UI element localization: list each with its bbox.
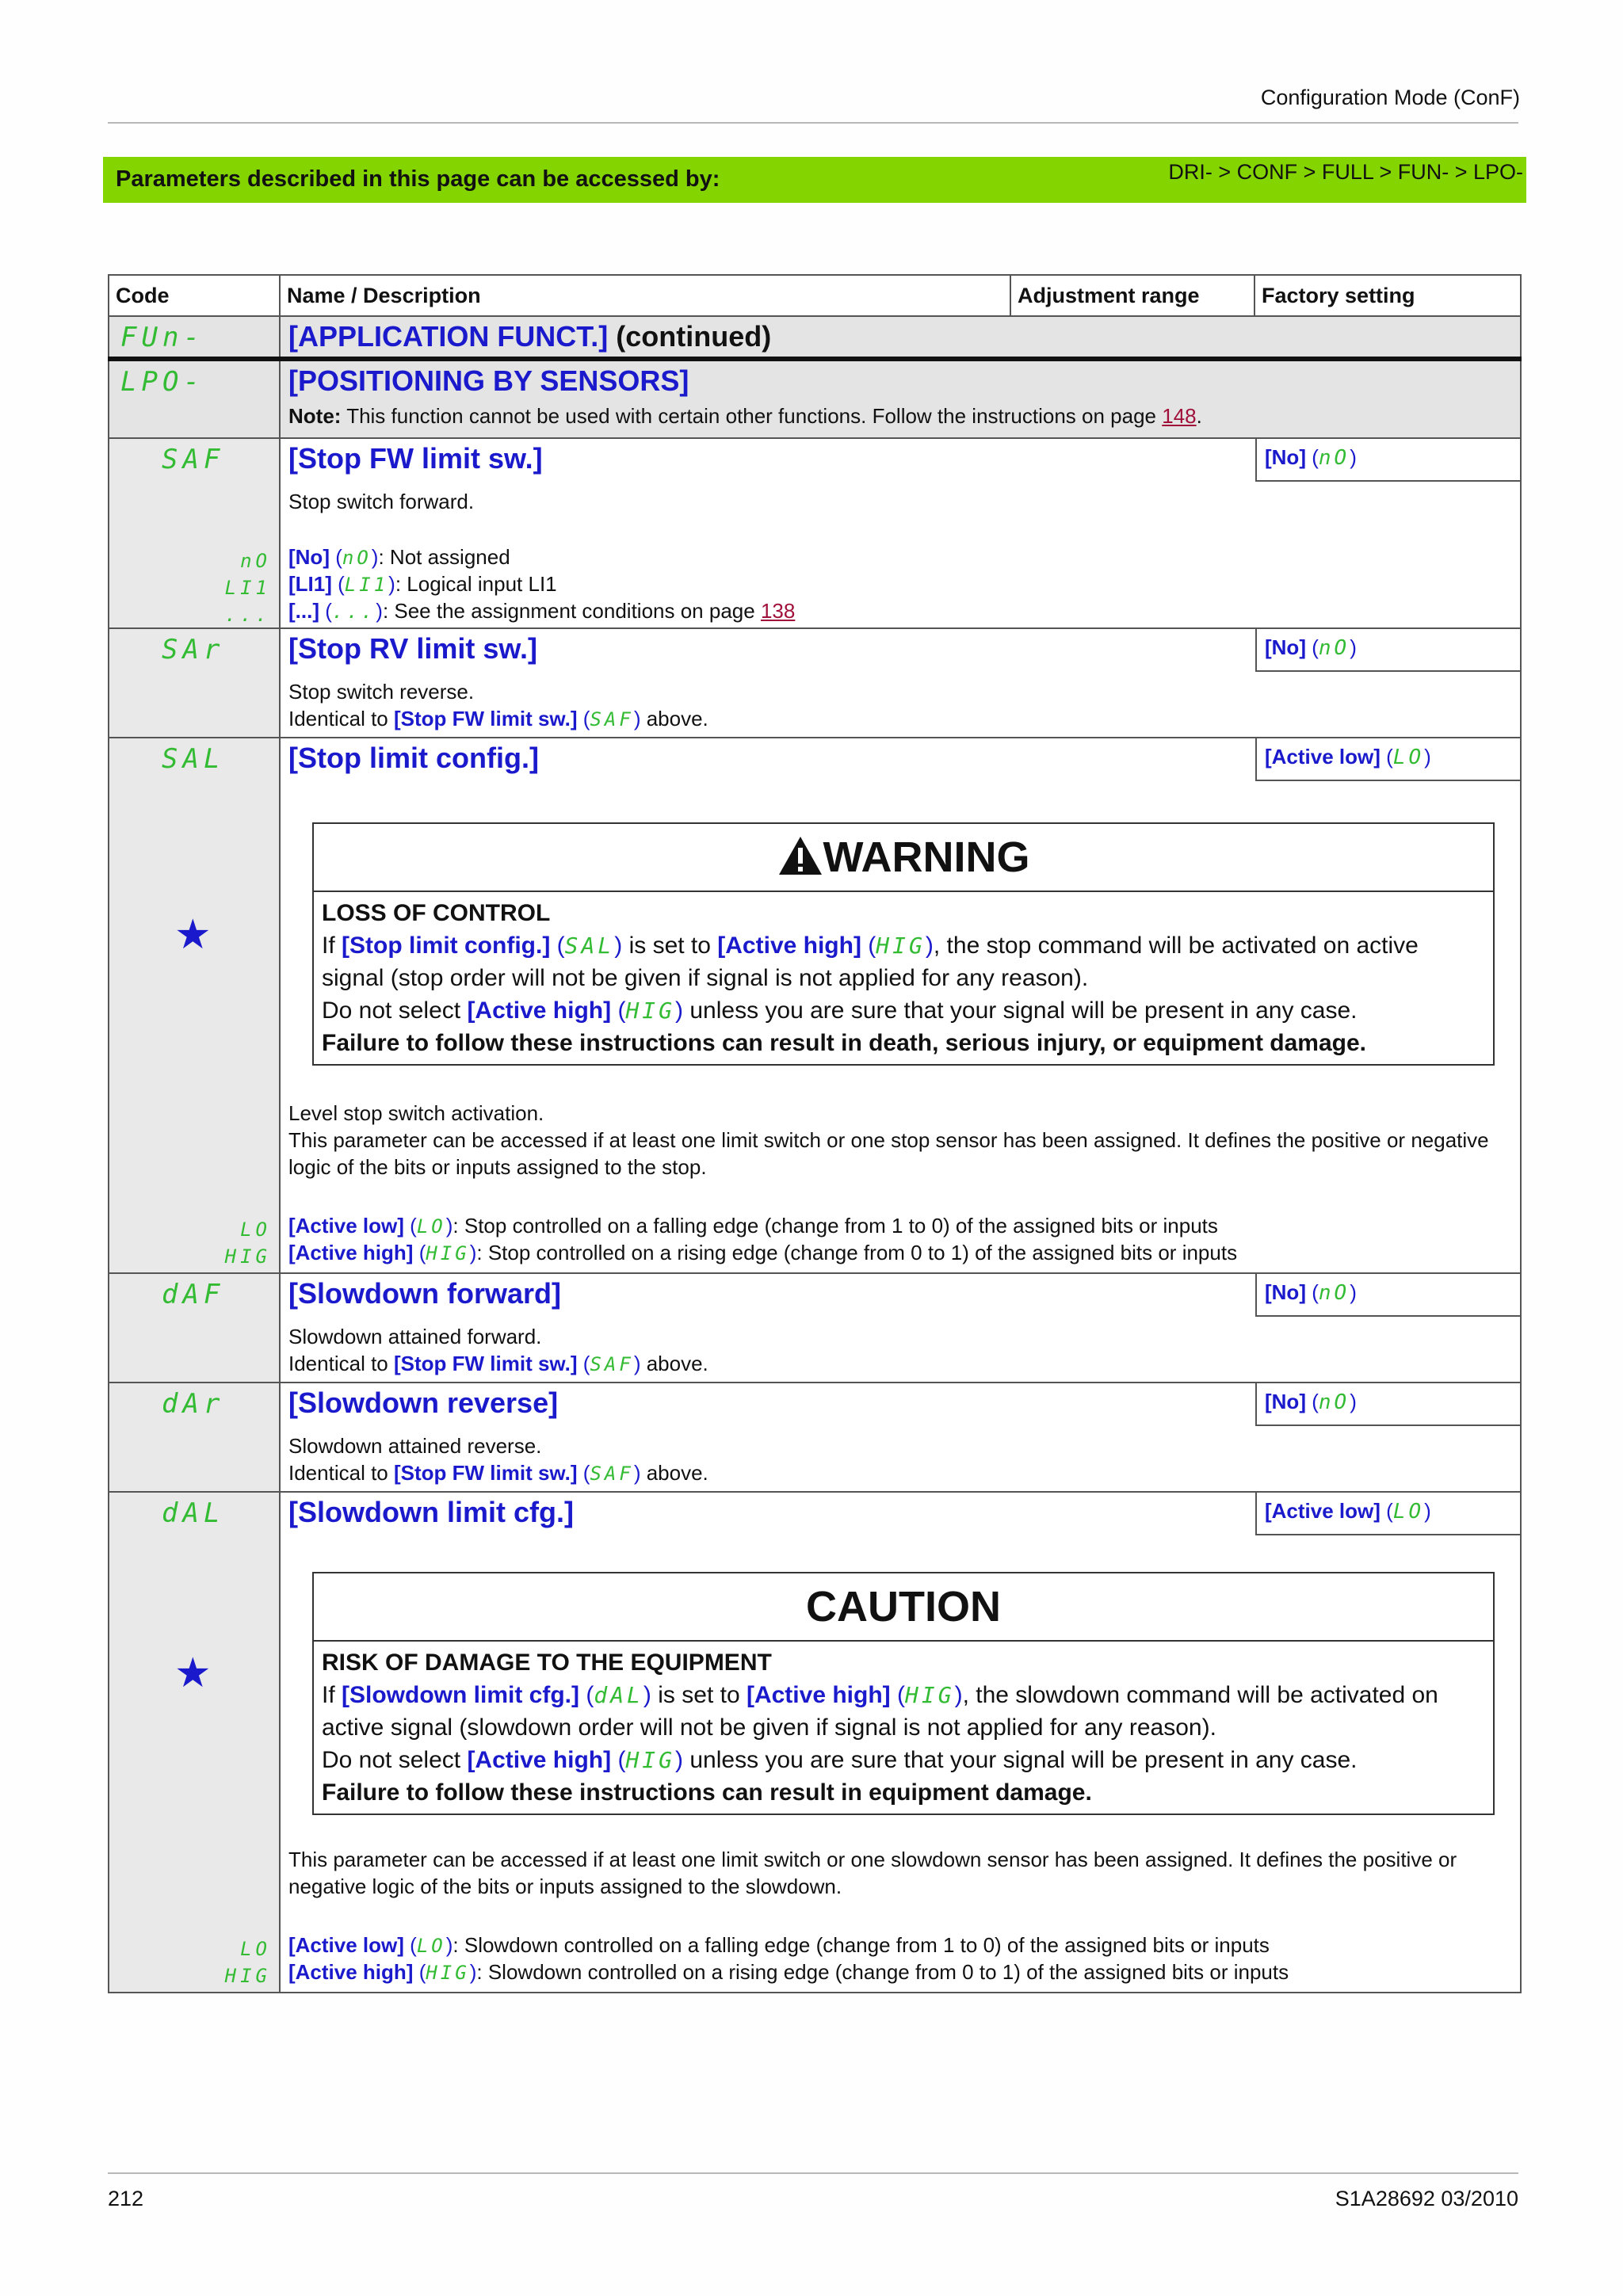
identical-prefix: Identical to bbox=[288, 1461, 394, 1485]
opt-code-inline: ... bbox=[331, 601, 376, 623]
daf-factory-code: nO bbox=[1318, 1281, 1350, 1305]
caution-subtitle: RISK OF DAMAGE TO THE EQUIPMENT bbox=[322, 1650, 772, 1676]
saf-factory-setting: [No] (nO) bbox=[1255, 437, 1522, 482]
sar-factory-name: [No] bbox=[1265, 635, 1306, 659]
access-title: Parameters described in this page can be accessed by: bbox=[116, 166, 720, 192]
warning-heading bbox=[314, 824, 1493, 892]
saf-option-li1: [LI1] (LI1): Logical input LI1 bbox=[288, 572, 557, 596]
opt-name: [No] bbox=[288, 545, 330, 569]
daf-factory-setting: [No] (nO) bbox=[1255, 1272, 1522, 1317]
code-daf: dAF bbox=[162, 1279, 225, 1310]
caution-p2: Do not select [Active high] (HIG) unless you are sure that your signal will be present in any case. bbox=[322, 1747, 1358, 1773]
identical-prefix: Identical to bbox=[288, 1352, 394, 1375]
note-label: Note: bbox=[288, 404, 342, 428]
daf-desc: Slowdown attained forward. bbox=[288, 1325, 542, 1348]
identical-code: SAF bbox=[590, 1463, 634, 1485]
c-p1-valcode: HIG bbox=[904, 1682, 955, 1708]
opt-text: : Stop controlled on a falling edge (change from 1 to 0) of the assigned bits or inputs bbox=[453, 1214, 1218, 1238]
code-cell-sal bbox=[109, 738, 280, 1273]
c-p1-name: [Slowdown limit cfg.] bbox=[342, 1682, 579, 1708]
opt-name: [Active low] bbox=[288, 1214, 404, 1238]
w-p1c: , the stop command will be activated on active signal (stop order will not be given if signal is not applied for any reason). bbox=[322, 933, 1419, 991]
warning-final: Failure to follow these instructions can result in death, serious injury, or equipment damage. bbox=[322, 1030, 1367, 1056]
c-p2-valcode: HIG bbox=[625, 1747, 676, 1773]
col-header-factory: Factory setting bbox=[1254, 275, 1521, 316]
w-p2-valcode: HIG bbox=[625, 997, 676, 1024]
code-cell-fun bbox=[109, 316, 280, 359]
table-row-fun bbox=[109, 316, 1521, 359]
note-text: This function cannot be used with certain other functions. Follow the instructions on page bbox=[341, 404, 1163, 428]
code-cell-sar bbox=[109, 628, 280, 738]
sal-factory-setting: [Active low] (LO) bbox=[1255, 737, 1522, 781]
code-cell-dal bbox=[109, 1492, 280, 1993]
c-p1a: If bbox=[322, 1682, 342, 1708]
saf-factory-name: [No] bbox=[1265, 445, 1306, 469]
identical-suffix: above. bbox=[640, 1461, 708, 1485]
note-end: . bbox=[1196, 404, 1202, 428]
sar-factory-code: nO bbox=[1318, 636, 1350, 660]
caution-p1: If [Slowdown limit cfg.] (dAL) is set to [Active high] (HIG), the slowdown command will be activated on active signal (slowdown order will not be given if signal is not applied for any reason). bbox=[322, 1682, 1438, 1741]
saf-desc: Stop switch forward. bbox=[288, 490, 475, 513]
dal-desc: This parameter can be accessed if at least one limit switch or one slowdown sensor has been assigned. It defines the positive or negative logic of the bits or inputs assigned to the slowdown. bbox=[288, 1848, 1457, 1898]
c-p1b: is set to bbox=[651, 1682, 747, 1708]
identical-name: [Stop FW limit sw.] bbox=[393, 1461, 578, 1485]
document-reference: S1A28692 03/2010 bbox=[1335, 2187, 1518, 2210]
caution-body bbox=[314, 1642, 1493, 1814]
identical-name: [Stop FW limit sw.] bbox=[393, 707, 578, 730]
code-dal: dAL bbox=[162, 1497, 225, 1529]
fun-title-cell bbox=[280, 316, 1521, 359]
footer-divider bbox=[108, 2172, 1518, 2174]
identical-suffix: above. bbox=[640, 1352, 708, 1375]
dal-option-hig: [Active high] (HIG): Slowdown controlled on a rising edge (change from 0 to 1) of the assigned bits or inputs bbox=[288, 1960, 1289, 1984]
warning-body bbox=[314, 892, 1493, 1064]
identical-suffix: above. bbox=[640, 707, 708, 730]
w-p2-val: [Active high] bbox=[467, 997, 612, 1024]
dar-factory-setting: [No] (nO) bbox=[1255, 1382, 1522, 1426]
table-row-sal bbox=[109, 738, 1521, 1273]
desc-cell-dar bbox=[280, 1383, 1521, 1492]
sal-factory-code: LO bbox=[1392, 746, 1425, 769]
table-row-saf bbox=[109, 438, 1521, 628]
w-p2a: Do not select bbox=[322, 997, 468, 1024]
dal-factory-setting: [Active low] (LO) bbox=[1255, 1491, 1522, 1535]
code-cell-dar bbox=[109, 1383, 280, 1492]
c-p2b: unless you are sure that your signal will be present in any case. bbox=[683, 1747, 1358, 1773]
caution-final: Failure to follow these instructions can result in equipment damage. bbox=[322, 1779, 1092, 1806]
code-cell-daf bbox=[109, 1273, 280, 1383]
opt-code-inline: HIG bbox=[426, 1962, 470, 1984]
sar-title: [Stop RV limit sw.] bbox=[288, 632, 538, 665]
opt-code-inline: LO bbox=[416, 1215, 446, 1238]
sar-factory-setting: [No] (nO) bbox=[1255, 627, 1522, 672]
opt-code-inline: HIG bbox=[426, 1242, 470, 1264]
parameter-table bbox=[108, 274, 1522, 1993]
desc-cell-dal bbox=[280, 1492, 1521, 1993]
sal-title: [Stop limit config.] bbox=[288, 742, 539, 774]
identical-code: SAF bbox=[590, 708, 634, 730]
dar-desc: Slowdown attained reverse. bbox=[288, 1434, 542, 1458]
code-cell-saf bbox=[109, 438, 280, 628]
saf-factory-code: nO bbox=[1318, 446, 1350, 470]
warning-triangle-icon bbox=[777, 835, 823, 876]
opt-text: : Slowdown controlled on a rising edge (change from 0 to 1) of the assigned bits or inputs bbox=[476, 1960, 1289, 1984]
opt-code-inline: LO bbox=[416, 1935, 446, 1957]
table-row-lpo bbox=[109, 359, 1521, 438]
opt-code-inline: LI1 bbox=[344, 574, 389, 596]
sar-desc: Stop switch reverse. bbox=[288, 680, 475, 704]
desc-cell-daf bbox=[280, 1273, 1521, 1383]
dar-identical: Identical to [Stop FW limit sw.] (SAF) above. bbox=[288, 1461, 708, 1485]
fun-title: [APPLICATION FUNCT.] bbox=[288, 320, 609, 353]
access-path-bar bbox=[103, 157, 1526, 203]
w-p1b: is set to bbox=[622, 933, 718, 959]
code-sal: SAL bbox=[162, 743, 225, 775]
opt-name: [Active high] bbox=[288, 1960, 414, 1984]
opt-code-li1: LI1 bbox=[224, 577, 271, 599]
opt-text: : Not assigned bbox=[378, 545, 510, 569]
w-p2b: unless you are sure that your signal will be present in any case. bbox=[683, 997, 1358, 1024]
sar-identical: Identical to [Stop FW limit sw.] (SAF) above. bbox=[288, 707, 708, 730]
opt-text: : Logical input LI1 bbox=[395, 572, 557, 596]
w-p1a: If bbox=[322, 933, 342, 959]
access-path: DRI- > CONF > FULL > FUN- > LPO- bbox=[1168, 160, 1523, 184]
dar-factory-name: [No] bbox=[1265, 1390, 1306, 1413]
caution-box bbox=[312, 1572, 1495, 1815]
opt-text: : See the assignment conditions on page bbox=[382, 599, 761, 623]
col-header-name: Name / Description bbox=[280, 275, 1010, 316]
lpo-title-cell bbox=[280, 359, 1521, 438]
code-lpo: LPO- bbox=[120, 366, 204, 398]
sal-factory-name: [Active low] bbox=[1265, 745, 1381, 769]
sal-option-hig: [Active high] (HIG): Stop controlled on a rising edge (change from 0 to 1) of the assigned bits or inputs bbox=[288, 1241, 1238, 1264]
warning-p1: If [Stop limit config.] (SAL) is set to [Active high] (HIG), the stop command will be activated on active signal (stop order will not be given if signal is not applied for any reason). bbox=[322, 933, 1419, 991]
assign-page-link[interactable]: 138 bbox=[760, 599, 796, 623]
saf-title: [Stop FW limit sw.] bbox=[288, 442, 543, 475]
w-p1-valcode: HIG bbox=[876, 933, 926, 959]
c-p2a: Do not select bbox=[322, 1747, 468, 1773]
c-p1-val: [Active high] bbox=[746, 1682, 891, 1708]
saf-option-no: [No] (nO): Not assigned bbox=[288, 545, 510, 569]
w-p1-name: [Stop limit config.] bbox=[342, 933, 551, 959]
page-number: 212 bbox=[108, 2187, 144, 2210]
dal-title: [Slowdown limit cfg.] bbox=[288, 1496, 574, 1528]
header-divider bbox=[108, 122, 1518, 124]
opt-code-inline: nO bbox=[342, 547, 372, 569]
warning-heading-text: WARNING bbox=[823, 833, 1030, 881]
daf-factory-name: [No] bbox=[1265, 1280, 1306, 1304]
c-p2-val: [Active high] bbox=[467, 1747, 612, 1773]
table-row-sar bbox=[109, 628, 1521, 738]
opt-name: [...] bbox=[288, 599, 319, 623]
opt-code-no: nO bbox=[240, 550, 271, 572]
c-p1-code: dAL bbox=[594, 1682, 643, 1708]
table-row-dar bbox=[109, 1383, 1521, 1492]
dal-factory-name: [Active low] bbox=[1265, 1499, 1381, 1523]
code-cell-lpo bbox=[109, 359, 280, 438]
code-sar: SAr bbox=[162, 634, 225, 666]
daf-title: [Slowdown forward] bbox=[288, 1277, 561, 1310]
star-icon: ★ bbox=[174, 1650, 212, 1696]
w-p1-code: SAL bbox=[564, 933, 615, 959]
warning-p2: Do not select [Active high] (HIG) unless you are sure that your signal will be present in any case. bbox=[322, 997, 1358, 1024]
dal-option-lo: [Active low] (LO): Slowdown controlled on a falling edge (change from 1 to 0) of the assigned bits or inputs bbox=[288, 1933, 1270, 1957]
warning-box bbox=[312, 822, 1495, 1066]
note-page-link[interactable]: 148 bbox=[1162, 404, 1197, 428]
lpo-note bbox=[288, 402, 1520, 429]
identical-name: [Stop FW limit sw.] bbox=[393, 1352, 578, 1375]
identical-code: SAF bbox=[590, 1353, 634, 1375]
dal-factory-code: LO bbox=[1392, 1500, 1425, 1524]
opt-code-hig: HIG bbox=[224, 1245, 271, 1268]
identical-prefix: Identical to bbox=[288, 707, 394, 730]
opt-name: [Active low] bbox=[288, 1933, 404, 1957]
w-p1-val: [Active high] bbox=[717, 933, 861, 959]
page-section-title: Configuration Mode (ConF) bbox=[1260, 86, 1520, 109]
dar-factory-code: nO bbox=[1318, 1390, 1350, 1414]
c-p1c: , the slowdown command will be activated on active signal (slowdown order will not be given if signal is not applied for any reason). bbox=[322, 1682, 1438, 1741]
desc-cell-saf bbox=[280, 438, 1521, 628]
desc-cell-sar bbox=[280, 628, 1521, 738]
opt-text: : Stop controlled on a rising edge (change from 0 to 1) of the assigned bits or inputs bbox=[476, 1241, 1238, 1264]
table-row-daf bbox=[109, 1273, 1521, 1383]
opt-text: : Slowdown controlled on a falling edge (change from 1 to 0) of the assigned bits or inputs bbox=[453, 1933, 1270, 1957]
sal-option-lo: [Active low] (LO): Stop controlled on a falling edge (change from 1 to 0) of the assigned bits or inputs bbox=[288, 1214, 1218, 1238]
code-dar: dAr bbox=[162, 1388, 225, 1420]
code-saf: SAF bbox=[162, 444, 225, 475]
opt-code-lo: LO bbox=[240, 1938, 271, 1960]
col-header-range: Adjustment range bbox=[1010, 275, 1254, 316]
col-header-code: Code bbox=[109, 275, 280, 316]
caution-heading: CAUTION bbox=[314, 1573, 1493, 1642]
table-row-dal bbox=[109, 1492, 1521, 1993]
daf-identical: Identical to [Stop FW limit sw.] (SAF) above. bbox=[288, 1352, 708, 1375]
sal-desc2: This parameter can be accessed if at least one limit switch or one stop sensor has been assigned. It defines the positive or negative logic of the bits or inputs assigned to the stop. bbox=[288, 1128, 1489, 1179]
opt-code-hig: HIG bbox=[224, 1965, 271, 1987]
dar-title: [Slowdown reverse] bbox=[288, 1386, 559, 1419]
desc-cell-sal bbox=[280, 738, 1521, 1273]
opt-name: [Active high] bbox=[288, 1241, 414, 1264]
star-icon: ★ bbox=[174, 912, 212, 958]
fun-title-suffix: (continued) bbox=[608, 320, 772, 353]
lpo-title: [POSITIONING BY SENSORS] bbox=[288, 364, 689, 397]
warning-subtitle: LOSS OF CONTROL bbox=[322, 900, 551, 926]
saf-option-more: [...] (...): See the assignment conditions on page 138 bbox=[288, 599, 796, 623]
code-fun: FUn- bbox=[120, 322, 204, 353]
sal-desc1: Level stop switch activation. bbox=[288, 1101, 544, 1125]
opt-code-more: ... bbox=[224, 604, 271, 626]
table-header-row bbox=[109, 275, 1521, 316]
opt-code-lo: LO bbox=[240, 1219, 271, 1241]
opt-name: [LI1] bbox=[288, 572, 332, 596]
